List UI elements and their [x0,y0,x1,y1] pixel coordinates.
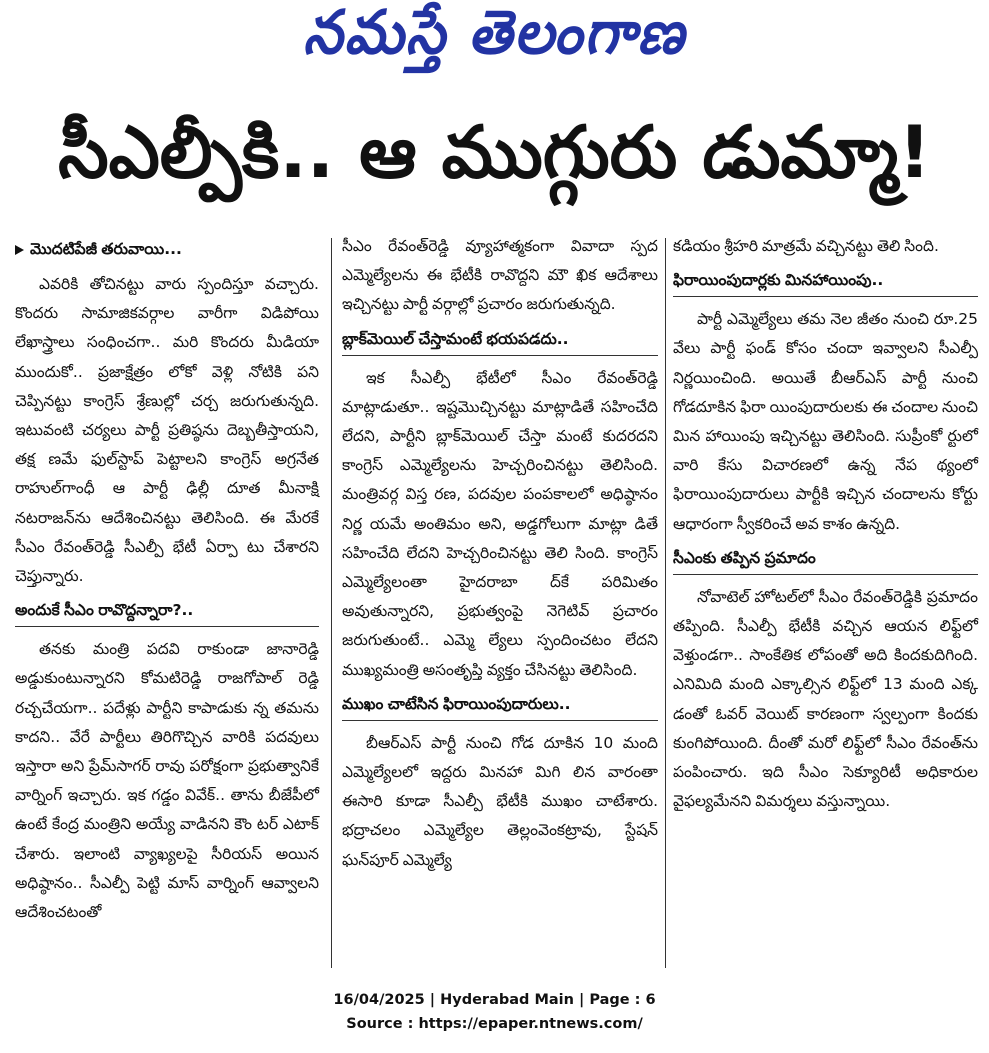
paragraph: పార్టీ ఎమ్మెల్యేలు తమ నెల జీతం నుంచి రూ.25 వేలు పార్టీ ఫండ్ కోసం చందా ఇవ్వాలని సీఎల్పీ నిర్ణయించింది. అయితే బీఆర్‌ఎస్ పార్టీ నుంచి గోడదూకిన ఫిరా యింపుదారులకు ఈ చందాల నుంచి మిన హాయింపు ఇచ్చినట్టు తెలిసింది. సుప్రీంకో ర్టులో వారి కేసు విచారణలో ఉన్న నేప థ్యంలో ఫిరాయింపుదారులు పార్టీకి ఇచ్చిన చందాలను కోర్టు ఆధారంగా స్వీకరించే అవ కాశం ఉన్నది. [673,310,978,533]
subheading: బ్లాక్‌మెయిల్ చేస్తామంటే భయపడదు.. [342,326,658,356]
column-3 [673,232,978,822]
subheading: ముఖం చాటేసిన ఫిరాయింపుదారులు.. [342,691,658,721]
paragraph: తనకు మంత్రి పదవి రాకుండా జానారెడ్డి అడ్డుకుంటున్నారని కోమటిరెడ్డి రాజగోపాల్ రెడ్డి రచ్చచేయగా.. పదేళ్లు పార్టీని కాపాడుకు న్న తమను కాదని.. వేరే పార్టీలు తిరిగొచ్చిన వారికి పదవులు ఇస్తారా అని ప్రేమ్‌సాగర్ రావు పరోక్షంగా ప్రభుత్వానికే వార్నింగ్ ఇచ్చారు. ఇక గడ్డం వివేక్.. తాను బీజేపీలో ఉంటే కేంద్ర మంత్రిని అయ్యే వాడినని కౌం టర్ ఎటాక్ చేశారు. ఇలాంటి వ్యాఖ్యలపై సీరియస్ అయిన అధిష్ఠానం.. సీఎల్పీ పెట్టి మాస్ వార్నింగ్ ఆవ్వాలని ఆదేశించటంతో [15,640,319,922]
column-divider [665,238,666,968]
paragraph: ఎవరికి తోచినట్టు వారు స్పందిస్తూ వచ్చారు. కొందరు సామాజికవర్గాల వారీగా విడిపోయి లేఖాస్త్రాలు సంధించగా.. మరి కొందరు మీడియా ముందుకో.. ప్రజాక్షేత్రం లోకో వెళ్లి నోటికి పని చెప్పినట్టు కాంగ్రెస్ శ్రేణుల్లో చర్చ జరుగుతున్నది. ఇటువంటి చర్యలు పార్టీ ప్రతిష్ఠను దెబ్బతీస్తాయని, తక్ష ణమే ఫుల్‌స్టాప్ పెట్టాలని కాంగ్రెస్ అగ్రనేత రాహుల్‌గాంధీ ఆ పార్టీ ఢిల్లీ దూత మీనాక్షి నటరాజన్‌ను ఆదేశించినట్టు తెలిసింది. ఈ మేరకే సీఎం రేవంత్‌రెడ్డి సీఎల్పీ భేటీ ఏర్పా టు చేశారని చెప్తున్నారు. [15,275,319,586]
paragraph: నోవాటెల్ హోటల్‌లో సీఎం రేవంత్‌రెడ్డికి ప్రమాదం తప్పింది. సీఎల్పీ భేటీకి వచ్చిన ఆయన లిఫ్ట్‌లో వెళ్తుండగా.. సాంకేతిక లోపంతో అది కిందకుదిగింది. ఎనిమిది మంది ఎక్కాల్సిన లిఫ్ట్‌లో 13 మంది ఎక్క డంతో ఓవర్ వెయిట్ కారణంగా స్వల్పంగా కిందకు కుంగిపోయింది. దీంతో మరో లిఫ్ట్‌లో సీఎం రేవంత్‌ను పంపించారు. ఇది సీఎం సెక్యూరిటీ అధికారుల వైఫల్యమేనని విమర్శలు వస్తున్నాయి. [673,587,978,811]
subheading: ఫిరాయింపుదార్లకు మినహాయింపు.. [673,267,978,297]
column-1 [15,232,319,933]
paragraph: ఇక సీఎల్పీ భేటీలో సీఎం రేవంత్‌రెడ్డి మాట్లాడుతూ.. ఇష్టమొచ్చినట్టు మాట్లాడితే సహించేది లేదని, పార్టీని బ్లాక్‌మెయిల్ చేస్తా మంటే కుదరదని కాంగ్రెస్ ఎమ్మెల్యేలను హెచ్చరించినట్టు తెలిసింది. మంత్రివర్గ విస్త రణ, పదవుల పంపకాలలో అధిష్ఠానం నిర్ణ యమే అంతిమం అని, అడ్డగోలుగా మాట్లా డితే సహించేది లేదని హెచ్చరించినట్టు తెలి సింది. కాంగ్రెస్ ఎమ్మెల్యేలంతా హైదరాబా ద్‌కే పరిమితం అవుతున్నారని, ప్రభుత్వంపై నెగెటివ్ ప్రచారం జరుగుతుంటే.. ఎమ్మె ల్యేలు స్పందించటం లేదని ముఖ్యమంత్రి అసంతృప్తి వ్యక్తం చేసినట్టు తెలిసింది. [342,368,658,679]
paragraph: సీఎం రేవంత్‌రెడ్డి వ్యూహాత్మకంగా వివాదా స్పద ఎమ్మెల్యేలను ఈ భేటీకి రావొద్దని మౌ ఖిక ఆదేశాలు ఇచ్చినట్టు పార్టీ వర్గాల్లో ప్రచారం జరుగుతున్నది. [342,237,658,314]
headline [0,106,989,216]
paragraph: కడియం శ్రీహరి మాత్రమే వచ్చినట్టు తెలి సింది. [673,237,939,255]
footer-source[interactable]: Source : https://epaper.ntnews.com/ [346,1016,643,1032]
triangle-icon [15,245,24,255]
subheading: అందుకే సీఎం రావొద్దన్నారా?.. [15,597,319,627]
footer [0,988,989,1036]
masthead [0,0,989,80]
paragraph: బీఆర్‌ఎస్ పార్టీ నుంచి గోడ దూకిన 10 మంది ఎమ్మెల్యేలలో ఇద్దరు మినహా మిగి లిన వారంతా ఈసారి కూడా సీఎల్పీ భేటీకి ముఖం చాటేశారు. భద్రాచలం ఎమ్మెల్యేల తెల్లంవెంకట్రావు, స్టేషన్ ఘన్‌పూర్ ఎమ్మెల్యే [342,733,658,869]
masthead-title: నమస్తే తెలంగాణ [303,0,686,68]
headline-text: సీఎల్పీకి.. ఆ ముగ్గురు డుమ్మా! [58,110,931,194]
column-2 [342,232,658,881]
footer-date-edition: 16/04/2025 | Hyderabad Main | Page : 6 [333,992,656,1008]
subheading: సీఎంకు తప్పిన ప్రమాదం [673,545,978,575]
column-divider [331,238,332,968]
continued-label: మొదటిపేజీ తరువాయి... [30,240,182,258]
continued-marker [15,236,319,262]
